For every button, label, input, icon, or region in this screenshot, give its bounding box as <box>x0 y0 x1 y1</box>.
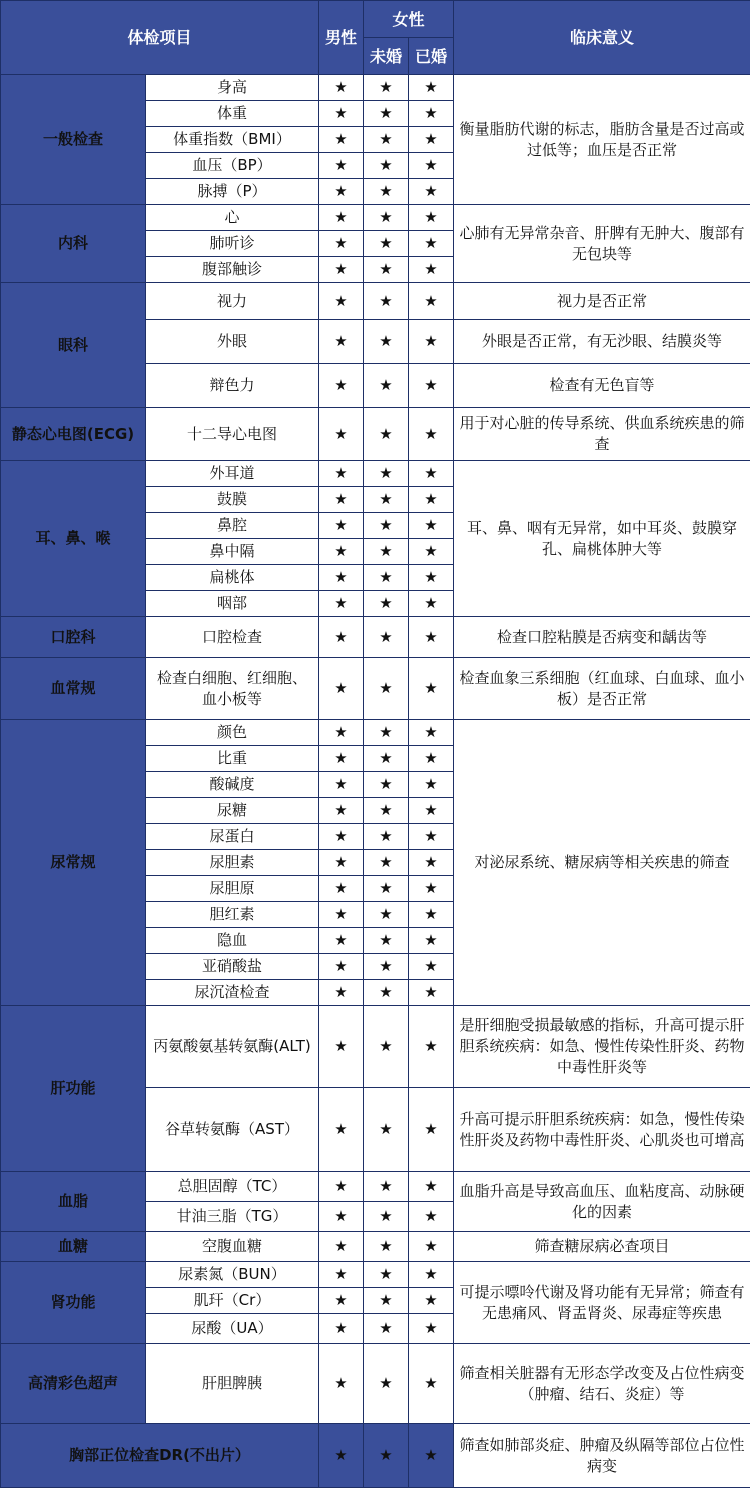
star-male-icon: ★ <box>319 75 364 101</box>
header-male: 男性 <box>319 1 364 75</box>
table-row <box>1 283 750 320</box>
star-unmarried-icon: ★ <box>364 565 409 591</box>
star-male-icon: ★ <box>319 565 364 591</box>
star-male-icon: ★ <box>319 876 364 902</box>
star-unmarried-icon: ★ <box>364 205 409 231</box>
header-female: 女性 <box>364 1 454 38</box>
star-married-icon: ★ <box>409 1424 454 1488</box>
star-married-icon: ★ <box>409 798 454 824</box>
star-male-icon: ★ <box>319 179 364 205</box>
item-cell: 腹部触诊 <box>146 257 319 283</box>
star-married-icon: ★ <box>409 1262 454 1288</box>
star-married-icon: ★ <box>409 487 454 513</box>
star-unmarried-icon: ★ <box>364 1006 409 1088</box>
star-male-icon: ★ <box>319 1172 364 1202</box>
star-male-icon: ★ <box>319 539 364 565</box>
star-unmarried-icon: ★ <box>364 824 409 850</box>
star-married-icon: ★ <box>409 1288 454 1314</box>
star-unmarried-icon: ★ <box>364 179 409 205</box>
item-cell: 酸碱度 <box>146 772 319 798</box>
star-married-icon: ★ <box>409 513 454 539</box>
star-unmarried-icon: ★ <box>364 1262 409 1288</box>
table-row <box>1 617 750 658</box>
star-married-icon: ★ <box>409 658 454 720</box>
category-cell: 口腔科 <box>1 617 146 658</box>
category-cell: 血脂 <box>1 1172 146 1232</box>
table-row <box>1 658 750 720</box>
item-cell: 扁桃体 <box>146 565 319 591</box>
star-male-icon: ★ <box>319 101 364 127</box>
star-male-icon: ★ <box>319 1424 364 1488</box>
significance-cell: 筛查如肺部炎症、肿瘤及纵隔等部位占位性病变 <box>454 1424 750 1488</box>
item-cell: 尿胆素 <box>146 850 319 876</box>
star-married-icon: ★ <box>409 127 454 153</box>
star-unmarried-icon: ★ <box>364 101 409 127</box>
star-male-icon: ★ <box>319 850 364 876</box>
star-male-icon: ★ <box>319 617 364 658</box>
item-cell: 谷草转氨酶（AST） <box>146 1088 319 1172</box>
star-married-icon: ★ <box>409 850 454 876</box>
significance-cell: 视力是否正常 <box>454 283 750 320</box>
star-male-icon: ★ <box>319 772 364 798</box>
star-married-icon: ★ <box>409 205 454 231</box>
table-row <box>1 1262 750 1288</box>
star-male-icon: ★ <box>319 1202 364 1232</box>
significance-cell: 耳、鼻、咽有无异常，如中耳炎、鼓膜穿孔、扁桃体肿大等 <box>454 461 750 617</box>
star-male-icon: ★ <box>319 798 364 824</box>
star-male-icon: ★ <box>319 364 364 408</box>
table-row <box>1 720 750 746</box>
star-married-icon: ★ <box>409 1314 454 1344</box>
header-unmarried: 未婚 <box>364 38 409 75</box>
item-cell: 鼻中隔 <box>146 539 319 565</box>
item-cell: 外眼 <box>146 320 319 364</box>
star-unmarried-icon: ★ <box>364 257 409 283</box>
star-married-icon: ★ <box>409 1006 454 1088</box>
star-male-icon: ★ <box>319 658 364 720</box>
star-unmarried-icon: ★ <box>364 1088 409 1172</box>
item-cell: 肺听诊 <box>146 231 319 257</box>
item-cell: 身高 <box>146 75 319 101</box>
star-unmarried-icon: ★ <box>364 980 409 1006</box>
significance-cell: 检查血象三系细胞（红血球、白血球、血小板）是否正常 <box>454 658 750 720</box>
item-cell: 尿胆原 <box>146 876 319 902</box>
star-unmarried-icon: ★ <box>364 1288 409 1314</box>
table-row <box>1 205 750 231</box>
star-married-icon: ★ <box>409 1344 454 1424</box>
item-cell: 尿沉渣检查 <box>146 980 319 1006</box>
significance-cell: 检查口腔粘膜是否病变和龋齿等 <box>454 617 750 658</box>
item-cell: 隐血 <box>146 928 319 954</box>
star-male-icon: ★ <box>319 1262 364 1288</box>
category-cell: 肝功能 <box>1 1006 146 1172</box>
item-cell: 肌玕（Cr） <box>146 1288 319 1314</box>
star-unmarried-icon: ★ <box>364 902 409 928</box>
star-married-icon: ★ <box>409 257 454 283</box>
star-male-icon: ★ <box>319 928 364 954</box>
star-married-icon: ★ <box>409 565 454 591</box>
star-unmarried-icon: ★ <box>364 364 409 408</box>
star-married-icon: ★ <box>409 1202 454 1232</box>
category-cell: 一般检查 <box>1 75 146 205</box>
item-cell: 亚硝酸盐 <box>146 954 319 980</box>
star-male-icon: ★ <box>319 902 364 928</box>
item-cell: 尿酸（UA） <box>146 1314 319 1344</box>
significance-cell: 筛查糖尿病必查项目 <box>454 1232 750 1262</box>
category-cell: 静态心电图(ECG) <box>1 408 146 461</box>
star-married-icon: ★ <box>409 824 454 850</box>
star-married-icon: ★ <box>409 1172 454 1202</box>
item-cell: 肝胆脾胰 <box>146 1344 319 1424</box>
star-male-icon: ★ <box>319 487 364 513</box>
star-married-icon: ★ <box>409 902 454 928</box>
star-married-icon: ★ <box>409 720 454 746</box>
star-unmarried-icon: ★ <box>364 513 409 539</box>
item-cell: 胆红素 <box>146 902 319 928</box>
star-married-icon: ★ <box>409 876 454 902</box>
item-cell: 外耳道 <box>146 461 319 487</box>
star-unmarried-icon: ★ <box>364 153 409 179</box>
star-unmarried-icon: ★ <box>364 539 409 565</box>
star-married-icon: ★ <box>409 746 454 772</box>
star-married-icon: ★ <box>409 153 454 179</box>
star-unmarried-icon: ★ <box>364 283 409 320</box>
star-married-icon: ★ <box>409 928 454 954</box>
item-cell: 口腔检查 <box>146 617 319 658</box>
star-married-icon: ★ <box>409 1088 454 1172</box>
table-row-last <box>1 1424 750 1488</box>
star-male-icon: ★ <box>319 153 364 179</box>
star-married-icon: ★ <box>409 539 454 565</box>
category-cell: 肾功能 <box>1 1262 146 1344</box>
significance-cell: 筛查相关脏器有无形态学改变及占位性病变（肿瘤、结石、炎症）等 <box>454 1344 750 1424</box>
category-cell: 高清彩色超声 <box>1 1344 146 1424</box>
star-married-icon: ★ <box>409 980 454 1006</box>
item-cell: 心 <box>146 205 319 231</box>
item-cell: 咽部 <box>146 591 319 617</box>
star-unmarried-icon: ★ <box>364 231 409 257</box>
star-male-icon: ★ <box>319 824 364 850</box>
star-male-icon: ★ <box>319 1088 364 1172</box>
star-unmarried-icon: ★ <box>364 1232 409 1262</box>
item-cell: 体重指数（BMI） <box>146 127 319 153</box>
significance-cell: 心肺有无异常杂音、肝脾有无肿大、腹部有无包块等 <box>454 205 750 283</box>
star-unmarried-icon: ★ <box>364 746 409 772</box>
significance-cell: 升高可提示肝胆系统疾病：如急，慢性传染性肝炎及药物中毒性肝炎、心肌炎也可增高 <box>454 1088 750 1172</box>
star-male-icon: ★ <box>319 954 364 980</box>
table-row <box>1 461 750 487</box>
star-married-icon: ★ <box>409 408 454 461</box>
star-unmarried-icon: ★ <box>364 850 409 876</box>
item-cell: 尿糖 <box>146 798 319 824</box>
star-male-icon: ★ <box>319 1344 364 1424</box>
star-unmarried-icon: ★ <box>364 1344 409 1424</box>
star-male-icon: ★ <box>319 720 364 746</box>
table-body <box>1 75 750 1488</box>
item-cell: 脉搏（P） <box>146 179 319 205</box>
star-male-icon: ★ <box>319 591 364 617</box>
table-row <box>1 1172 750 1202</box>
significance-cell: 血脂升高是导致高血压、血粘度高、动脉硬化的因素 <box>454 1172 750 1232</box>
header-married: 已婚 <box>409 38 454 75</box>
header-item: 体检项目 <box>1 1 319 75</box>
significance-cell: 可提示嘌呤代谢及肾功能有无异常；筛查有无患痛风、肾盂肾炎、尿毒症等疾患 <box>454 1262 750 1344</box>
star-married-icon: ★ <box>409 179 454 205</box>
star-unmarried-icon: ★ <box>364 1314 409 1344</box>
star-unmarried-icon: ★ <box>364 772 409 798</box>
star-unmarried-icon: ★ <box>364 876 409 902</box>
significance-cell: 对泌尿系统、糖尿病等相关疾患的筛查 <box>454 720 750 1006</box>
star-unmarried-icon: ★ <box>364 127 409 153</box>
item-cell: 鼓膜 <box>146 487 319 513</box>
star-married-icon: ★ <box>409 954 454 980</box>
star-male-icon: ★ <box>319 980 364 1006</box>
significance-cell: 用于对心脏的传导系统、供血系统疾患的筛查 <box>454 408 750 461</box>
star-male-icon: ★ <box>319 205 364 231</box>
star-male-icon: ★ <box>319 408 364 461</box>
category-cell: 尿常规 <box>1 720 146 1006</box>
item-cell: 甘油三脂（TG） <box>146 1202 319 1232</box>
item-cell: 丙氨酸氨基转氨酶(ALT) <box>146 1006 319 1088</box>
category-cell: 内科 <box>1 205 146 283</box>
star-male-icon: ★ <box>319 513 364 539</box>
item-cell: 总胆固醇（TC） <box>146 1172 319 1202</box>
star-unmarried-icon: ★ <box>364 591 409 617</box>
item-cell: 体重 <box>146 101 319 127</box>
star-unmarried-icon: ★ <box>364 487 409 513</box>
item-cell: 尿蛋白 <box>146 824 319 850</box>
table-row <box>1 1344 750 1424</box>
star-married-icon: ★ <box>409 1232 454 1262</box>
star-unmarried-icon: ★ <box>364 798 409 824</box>
significance-cell: 衡量脂肪代谢的标志，脂肪含量是否过高或过低等；血压是否正常 <box>454 75 750 205</box>
significance-cell: 外眼是否正常，有无沙眼、结膜炎等 <box>454 320 750 364</box>
star-unmarried-icon: ★ <box>364 75 409 101</box>
star-married-icon: ★ <box>409 591 454 617</box>
star-married-icon: ★ <box>409 231 454 257</box>
category-cell-chest-dr: 胸部正位检查DR(不出片） <box>1 1424 319 1488</box>
star-married-icon: ★ <box>409 283 454 320</box>
star-male-icon: ★ <box>319 283 364 320</box>
star-unmarried-icon: ★ <box>364 1172 409 1202</box>
category-cell: 耳、鼻、喉 <box>1 461 146 617</box>
star-male-icon: ★ <box>319 1232 364 1262</box>
item-cell: 颜色 <box>146 720 319 746</box>
star-male-icon: ★ <box>319 1288 364 1314</box>
star-married-icon: ★ <box>409 320 454 364</box>
significance-cell: 检查有无色盲等 <box>454 364 750 408</box>
item-cell: 视力 <box>146 283 319 320</box>
star-unmarried-icon: ★ <box>364 320 409 364</box>
item-cell: 鼻腔 <box>146 513 319 539</box>
star-unmarried-icon: ★ <box>364 461 409 487</box>
item-cell: 空腹血糖 <box>146 1232 319 1262</box>
star-unmarried-icon: ★ <box>364 928 409 954</box>
star-male-icon: ★ <box>319 231 364 257</box>
star-unmarried-icon: ★ <box>364 408 409 461</box>
star-male-icon: ★ <box>319 320 364 364</box>
star-male-icon: ★ <box>319 461 364 487</box>
item-cell: 辩色力 <box>146 364 319 408</box>
star-married-icon: ★ <box>409 617 454 658</box>
item-cell: 检查白细胞、红细胞、血小板等 <box>146 658 319 720</box>
star-married-icon: ★ <box>409 772 454 798</box>
star-male-icon: ★ <box>319 127 364 153</box>
star-married-icon: ★ <box>409 364 454 408</box>
header-significance: 临床意义 <box>454 1 750 75</box>
star-unmarried-icon: ★ <box>364 1424 409 1488</box>
category-cell: 血糖 <box>1 1232 146 1262</box>
table-row <box>1 1006 750 1088</box>
significance-cell: 是肝细胞受损最敏感的指标，升高可提示肝胆系统疾病：如急、慢性传染性肝炎、药物中毒性肝炎等 <box>454 1006 750 1088</box>
star-male-icon: ★ <box>319 1006 364 1088</box>
star-married-icon: ★ <box>409 101 454 127</box>
star-unmarried-icon: ★ <box>364 720 409 746</box>
star-male-icon: ★ <box>319 746 364 772</box>
star-male-icon: ★ <box>319 257 364 283</box>
star-unmarried-icon: ★ <box>364 617 409 658</box>
star-unmarried-icon: ★ <box>364 658 409 720</box>
item-cell: 尿素氮（BUN） <box>146 1262 319 1288</box>
star-unmarried-icon: ★ <box>364 1202 409 1232</box>
item-cell: 血压（BP） <box>146 153 319 179</box>
star-married-icon: ★ <box>409 461 454 487</box>
star-male-icon: ★ <box>319 1314 364 1344</box>
table-row <box>1 1232 750 1262</box>
category-cell: 眼科 <box>1 283 146 408</box>
item-cell: 十二导心电图 <box>146 408 319 461</box>
category-cell: 血常规 <box>1 658 146 720</box>
star-unmarried-icon: ★ <box>364 954 409 980</box>
table-row <box>1 75 750 101</box>
star-married-icon: ★ <box>409 75 454 101</box>
table-row <box>1 408 750 461</box>
item-cell: 比重 <box>146 746 319 772</box>
